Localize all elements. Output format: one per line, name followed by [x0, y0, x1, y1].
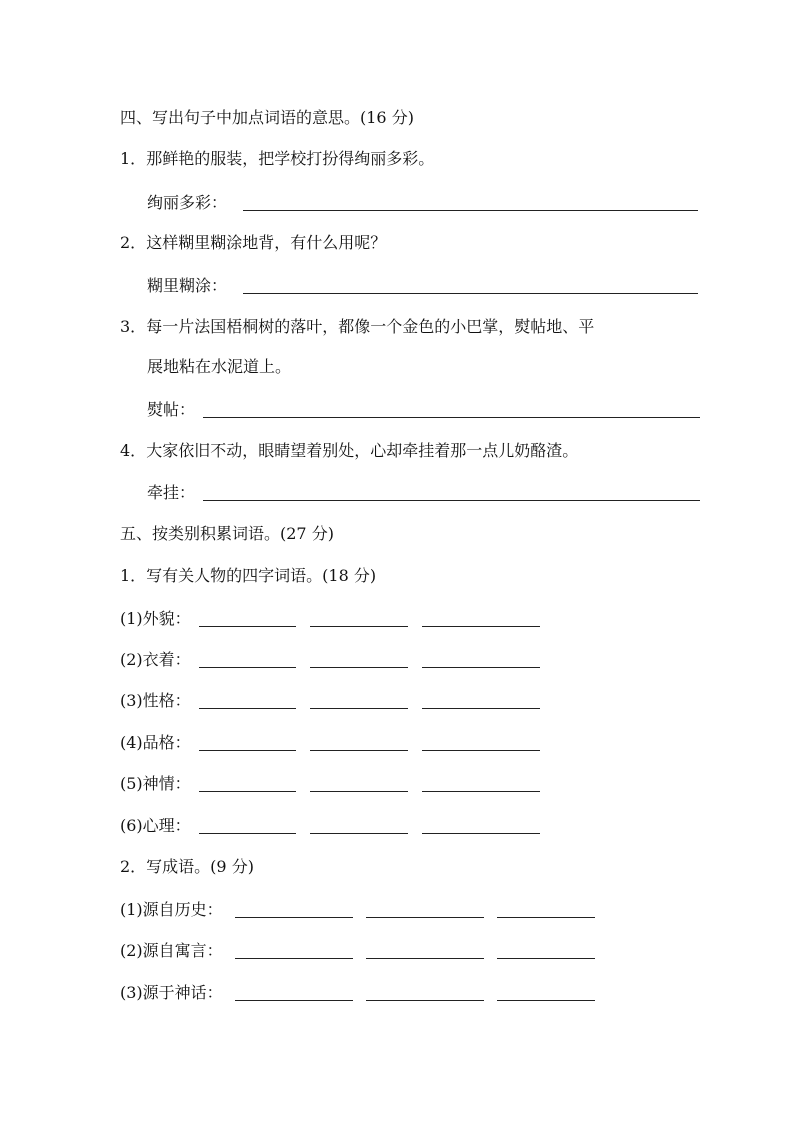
q2-sentence: 2．这样糊里糊涂地背，有什么用呢？ [120, 233, 387, 252]
answer-line[interactable] [497, 1000, 595, 1001]
part2-row-label: (1)源自历史： [120, 900, 223, 919]
q3-sentence: 3．每一片法国梧桐树的落叶，都像一个金色的小巴掌，熨帖地、平 [120, 317, 595, 336]
answer-line[interactable] [199, 708, 296, 709]
q1-sentence: 1．那鲜艳的服装，把学校打扮得绚丽多彩。 [120, 149, 435, 168]
q4-term-label: 牵挂： [147, 483, 196, 502]
part1-row-label: (3)性格： [120, 691, 191, 710]
part1-row-label: (4)品格： [120, 733, 191, 752]
part1-row-label: (2)衣着： [120, 650, 191, 669]
answer-line[interactable] [199, 626, 296, 627]
answer-line[interactable] [422, 626, 540, 627]
q3-answer-line[interactable] [203, 417, 700, 418]
q1-term-label: 绚丽多彩： [147, 193, 228, 212]
q4-answer-line[interactable] [203, 500, 700, 501]
answer-line[interactable] [199, 833, 296, 834]
answer-line[interactable] [497, 958, 595, 959]
answer-line[interactable] [366, 917, 484, 918]
answer-line[interactable] [422, 667, 540, 668]
answer-line[interactable] [497, 917, 595, 918]
q4-sentence: 4．大家依旧不动，眼睛望着别处，心却牵挂着那一点儿奶酪渣。 [120, 441, 579, 460]
answer-line[interactable] [310, 708, 408, 709]
part2-title: 2．写成语。(9 分) [120, 857, 254, 876]
answer-line[interactable] [199, 791, 296, 792]
section5-title: 五、按类别积累词语。(27 分) [120, 524, 334, 543]
section4-title: 四、写出句子中加点词语的意思。(16 分) [120, 108, 414, 127]
answer-line[interactable] [199, 667, 296, 668]
answer-line[interactable] [422, 750, 540, 751]
part1-row-label: (5)神情： [120, 774, 191, 793]
answer-line[interactable] [235, 958, 353, 959]
answer-line[interactable] [422, 833, 540, 834]
answer-line[interactable] [310, 750, 408, 751]
answer-line[interactable] [235, 1000, 353, 1001]
answer-line[interactable] [366, 958, 484, 959]
q3-sentence-continued: 展地粘在水泥道上。 [147, 357, 292, 376]
q1-answer-line[interactable] [243, 210, 698, 211]
answer-line[interactable] [199, 750, 296, 751]
answer-line[interactable] [310, 667, 408, 668]
part1-row-label: (1)外貌： [120, 609, 191, 628]
part2-row-label: (3)源于神话： [120, 983, 223, 1002]
part1-title: 1．写有关人物的四字词语。(18 分) [120, 566, 377, 585]
q2-term-label: 糊里糊涂： [147, 276, 228, 295]
answer-line[interactable] [310, 791, 408, 792]
part2-row-label: (2)源自寓言： [120, 941, 223, 960]
answer-line[interactable] [366, 1000, 484, 1001]
answer-line[interactable] [422, 708, 540, 709]
answer-line[interactable] [235, 917, 353, 918]
answer-line[interactable] [422, 791, 540, 792]
answer-line[interactable] [310, 626, 408, 627]
part1-row-label: (6)心理： [120, 816, 191, 835]
q3-term-label: 熨帖： [147, 400, 196, 419]
answer-line[interactable] [310, 833, 408, 834]
q2-answer-line[interactable] [243, 293, 698, 294]
